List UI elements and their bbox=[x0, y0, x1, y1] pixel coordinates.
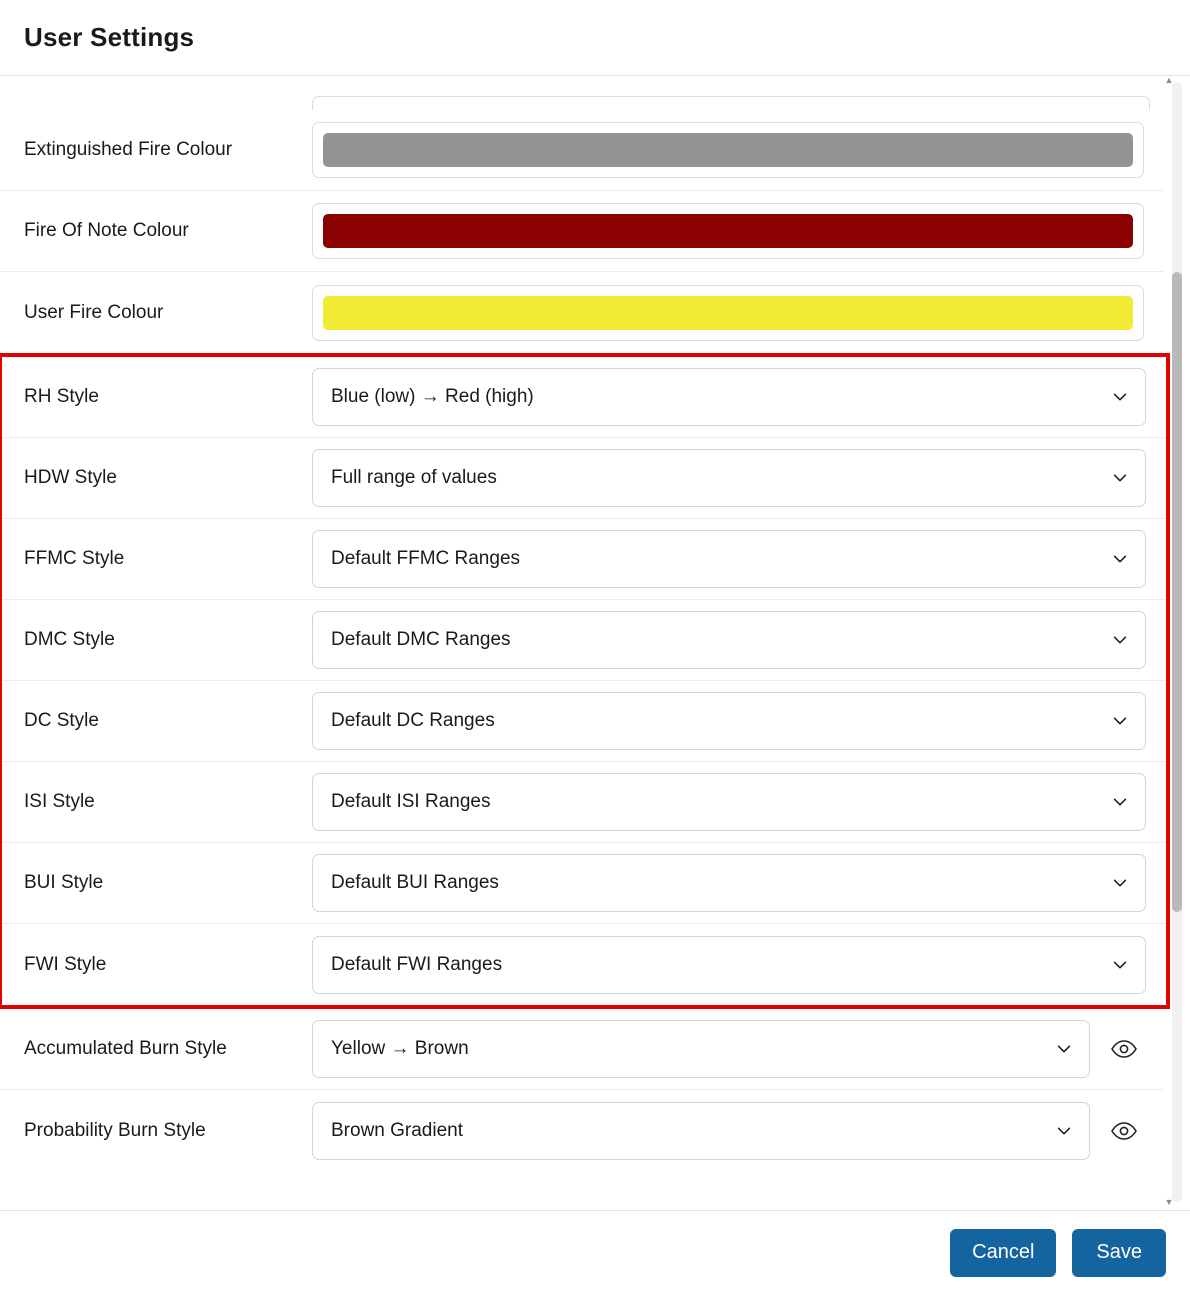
dmc-style-value: Default DMC Ranges bbox=[331, 629, 511, 650]
setting-label: FWI Style bbox=[24, 953, 107, 975]
chevron-down-icon[interactable] bbox=[1055, 1122, 1073, 1140]
setting-row-hdw-style bbox=[2, 438, 1166, 519]
fwi-style-select[interactable] bbox=[312, 936, 1146, 994]
accumulated-burn-style-select[interactable] bbox=[312, 1020, 1090, 1078]
bui-style-value: Default BUI Ranges bbox=[331, 872, 499, 893]
setting-label: BUI Style bbox=[24, 872, 104, 894]
setting-row-ffmc-style bbox=[2, 519, 1166, 600]
setting-label: HDW Style bbox=[24, 467, 117, 489]
isi-style-select[interactable] bbox=[312, 773, 1146, 831]
dialog-body bbox=[0, 76, 1190, 1210]
setting-control bbox=[312, 449, 1166, 507]
setting-control bbox=[312, 285, 1164, 341]
chevron-down-icon[interactable] bbox=[1055, 1040, 1073, 1058]
cancel-button[interactable]: Cancel bbox=[950, 1229, 1056, 1277]
scrollbar-thumb[interactable] bbox=[1172, 272, 1182, 912]
setting-row-accumulated-burn-style bbox=[0, 1009, 1164, 1090]
setting-control bbox=[312, 122, 1164, 178]
rh-style-select[interactable] bbox=[312, 368, 1146, 426]
colour-swatch[interactable] bbox=[323, 214, 1133, 248]
partial-row-above bbox=[0, 76, 1164, 110]
setting-row-fire-of-note-colour bbox=[0, 191, 1164, 272]
dialog-header bbox=[0, 0, 1190, 76]
partial-field-stub bbox=[312, 96, 1150, 110]
chevron-down-icon[interactable] bbox=[1111, 712, 1129, 730]
setting-control bbox=[312, 936, 1166, 994]
chevron-down-icon[interactable] bbox=[1111, 631, 1129, 649]
setting-label: DC Style bbox=[24, 710, 99, 732]
accumulated-burn-visibility-toggle[interactable] bbox=[1104, 1029, 1144, 1069]
setting-label: Probability Burn Style bbox=[24, 1119, 206, 1141]
setting-row-dmc-style bbox=[2, 600, 1166, 681]
chevron-down-icon[interactable] bbox=[1111, 956, 1129, 974]
scroll-down-icon[interactable]: ▼ bbox=[1164, 1197, 1174, 1207]
setting-control bbox=[312, 203, 1164, 259]
user-fire-colour-picker[interactable] bbox=[312, 285, 1144, 341]
chevron-down-icon[interactable] bbox=[1111, 388, 1129, 406]
setting-row-fwi-style bbox=[2, 924, 1166, 1005]
bui-style-select[interactable] bbox=[312, 854, 1146, 912]
settings-scrollbar[interactable] bbox=[1164, 76, 1182, 1207]
setting-label: User Fire Colour bbox=[24, 301, 164, 323]
probability-burn-style-select[interactable] bbox=[312, 1102, 1090, 1160]
colour-swatch[interactable] bbox=[323, 296, 1133, 330]
setting-label: DMC Style bbox=[24, 629, 115, 651]
setting-control bbox=[312, 530, 1166, 588]
chevron-down-icon[interactable] bbox=[1111, 469, 1129, 487]
dmc-style-select[interactable] bbox=[312, 611, 1146, 669]
index-style-group-highlight bbox=[0, 353, 1170, 1009]
setting-row-dc-style bbox=[2, 681, 1166, 762]
ffmc-style-select[interactable] bbox=[312, 530, 1146, 588]
accumulated-burn-style-value: Yellow → Brown bbox=[331, 1038, 469, 1059]
setting-control bbox=[312, 1020, 1164, 1078]
rh-style-value: Blue (low) → Red (high) bbox=[331, 386, 534, 407]
dc-style-value: Default DC Ranges bbox=[331, 710, 495, 731]
setting-label: Accumulated Burn Style bbox=[24, 1038, 227, 1060]
setting-control bbox=[312, 773, 1166, 831]
scroll-up-icon[interactable]: ▲ bbox=[1164, 76, 1174, 85]
fire-of-note-colour-picker[interactable] bbox=[312, 203, 1144, 259]
probability-burn-style-value: Brown Gradient bbox=[331, 1119, 464, 1141]
setting-row-user-fire-colour bbox=[0, 272, 1164, 353]
setting-label: Fire Of Note Colour bbox=[24, 220, 189, 242]
setting-row-bui-style bbox=[2, 843, 1166, 924]
setting-label: Extinguished Fire Colour bbox=[24, 139, 233, 161]
fwi-style-value: Default FWI Ranges bbox=[331, 953, 503, 975]
dialog-footer bbox=[0, 1210, 1190, 1294]
settings-scroll-area bbox=[0, 76, 1190, 1210]
setting-row-probability-burn-style bbox=[0, 1090, 1164, 1171]
hdw-style-value: Full range of values bbox=[331, 467, 497, 488]
save-button[interactable]: Save bbox=[1072, 1229, 1166, 1277]
hdw-style-select[interactable] bbox=[312, 449, 1146, 507]
setting-control bbox=[312, 692, 1166, 750]
extinguished-fire-colour-picker[interactable] bbox=[312, 122, 1144, 178]
setting-label: FFMC Style bbox=[24, 548, 125, 570]
chevron-down-icon[interactable] bbox=[1111, 793, 1129, 811]
setting-control bbox=[312, 368, 1166, 426]
probability-burn-visibility-toggle[interactable] bbox=[1104, 1111, 1144, 1151]
setting-control bbox=[312, 854, 1166, 912]
setting-control bbox=[312, 1102, 1164, 1160]
chevron-down-icon[interactable] bbox=[1111, 550, 1129, 568]
page-title: User Settings bbox=[24, 22, 195, 52]
dc-style-select[interactable] bbox=[312, 692, 1146, 750]
setting-label: RH Style bbox=[24, 386, 99, 408]
setting-row-extinguished-fire-colour bbox=[0, 110, 1164, 191]
ffmc-style-value: Default FFMC Ranges bbox=[331, 548, 521, 569]
setting-label: ISI Style bbox=[24, 791, 95, 813]
colour-swatch[interactable] bbox=[323, 133, 1133, 167]
isi-style-value: Default ISI Ranges bbox=[331, 791, 491, 812]
chevron-down-icon[interactable] bbox=[1111, 874, 1129, 892]
setting-row-isi-style bbox=[2, 762, 1166, 843]
setting-control bbox=[312, 611, 1166, 669]
setting-row-rh-style bbox=[2, 357, 1166, 438]
